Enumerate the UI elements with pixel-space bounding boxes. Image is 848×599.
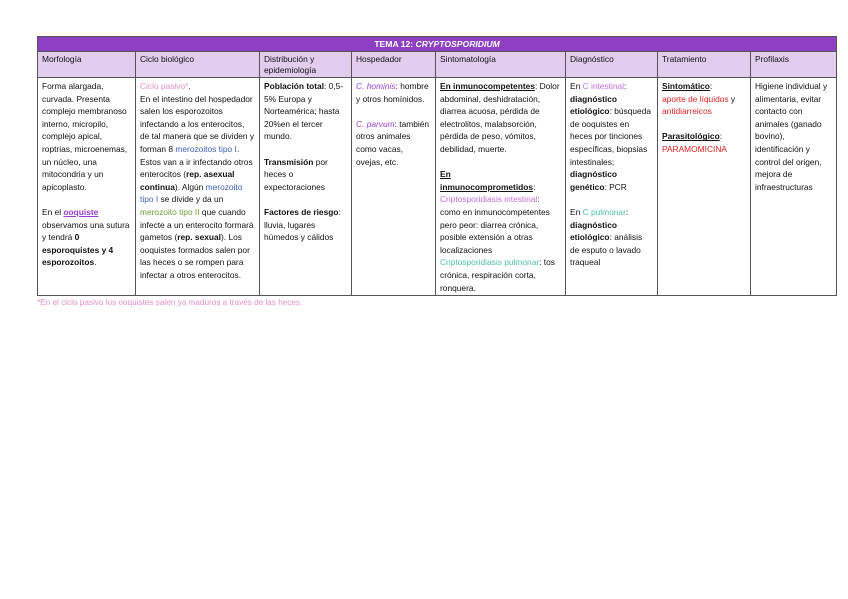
cell-profilaxis: Higiene individual y alimentaria, evitar contacto con animales (ganado bovino), identificación y control del origen, mejora de infraestructuras	[751, 78, 837, 296]
cell-ciclo: Ciclo pasivo*. En el intestino del hospedador salen los esporozoitos infectando a los enterocitos, de tal manera que se dividen y forman 8 merozoitos tipo I. Estos van a ir infectando otros enterocitos (rep. asexual continua). Algún merozoito tipo I se divide y da un merozoito tipo II que cuando infecte a un enterocito formará gametos (rep. sexual). Los ooquistes formados salen por las heces o se rompen para infectar a otros enterocitos.	[136, 78, 260, 296]
cell-sintomatologia: En inmunocompetentes: Dolor abdominal, deshidratación, diarrea acuosa, pérdida de electrolitos, malabsorción, pérdida de peso, vómitos, debilidad, muerte. En inmunocomprometidos: Criptosporidiasis intestinal: como en inmunocompetentes pero peor: diarrea crónica, posible extensión a otras localizaciones Criptosporidiasis pulmonar: tos crónica, respiración corta, ronquera.	[436, 78, 566, 296]
header-profilaxis: Profilaxis	[751, 52, 837, 78]
cell-tratamiento: Sintomático: aporte de líquidos y antidiarreicos Parasitológico: PARAMOMICINA	[658, 78, 751, 296]
footnote: *En el ciclo pasivo los ooquistes salen ya maduros a través de las heces.	[37, 298, 303, 308]
header-ciclo: Ciclo biológico	[136, 52, 260, 78]
ooquiste-link[interactable]: ooquiste	[63, 206, 99, 217]
cell-hospedador: C. hominis: hombre y otros homínidos. C. parvum: también otros animales como vacas, ovejas, etc.	[352, 78, 436, 296]
header-tratamiento: Tratamiento	[658, 52, 751, 78]
header-hospedador: Hospedador	[352, 52, 436, 78]
header-sintomatologia: Sintomatología	[436, 52, 566, 78]
parasite-table	[37, 36, 837, 296]
cell-diagnostico: En C intestinal: diagnóstico etiológico: búsqueda de ooquistes en heces por tinciones específicas, biopsias intestinales; diagnóstico genético: PCR En C pulmonar: diagnóstico etiológico: análisis de esputo o lavado traqueal	[566, 78, 658, 296]
document-page	[37, 36, 836, 308]
header-morfologia: Morfología	[38, 52, 136, 78]
header-diagnostico: Diagnóstico	[566, 52, 658, 78]
header-distribucion: Distribución y epidemiología	[260, 52, 352, 78]
cell-distribucion: Población total: 0,5-5% Europa y Norteamérica; hasta 20%en el tercer mundo. Transmisión por heces o expectoraciones Factores de riesgo: lluvia, lugares húmedos y cálidos	[260, 78, 352, 296]
table-title: TEMA 12: CRYPTOSPORIDIUM	[38, 37, 837, 52]
cell-morfologia: Forma alargada, curvada. Presenta complejo membranoso interno, micropilo, complejo apical, roptrias, microenemas, un núcleo, una mitocondria y un apicoplasto. En el ooquiste observamos una sutura y tendrá 0 esporoquistes y 4 esporozoitos.	[38, 78, 136, 296]
